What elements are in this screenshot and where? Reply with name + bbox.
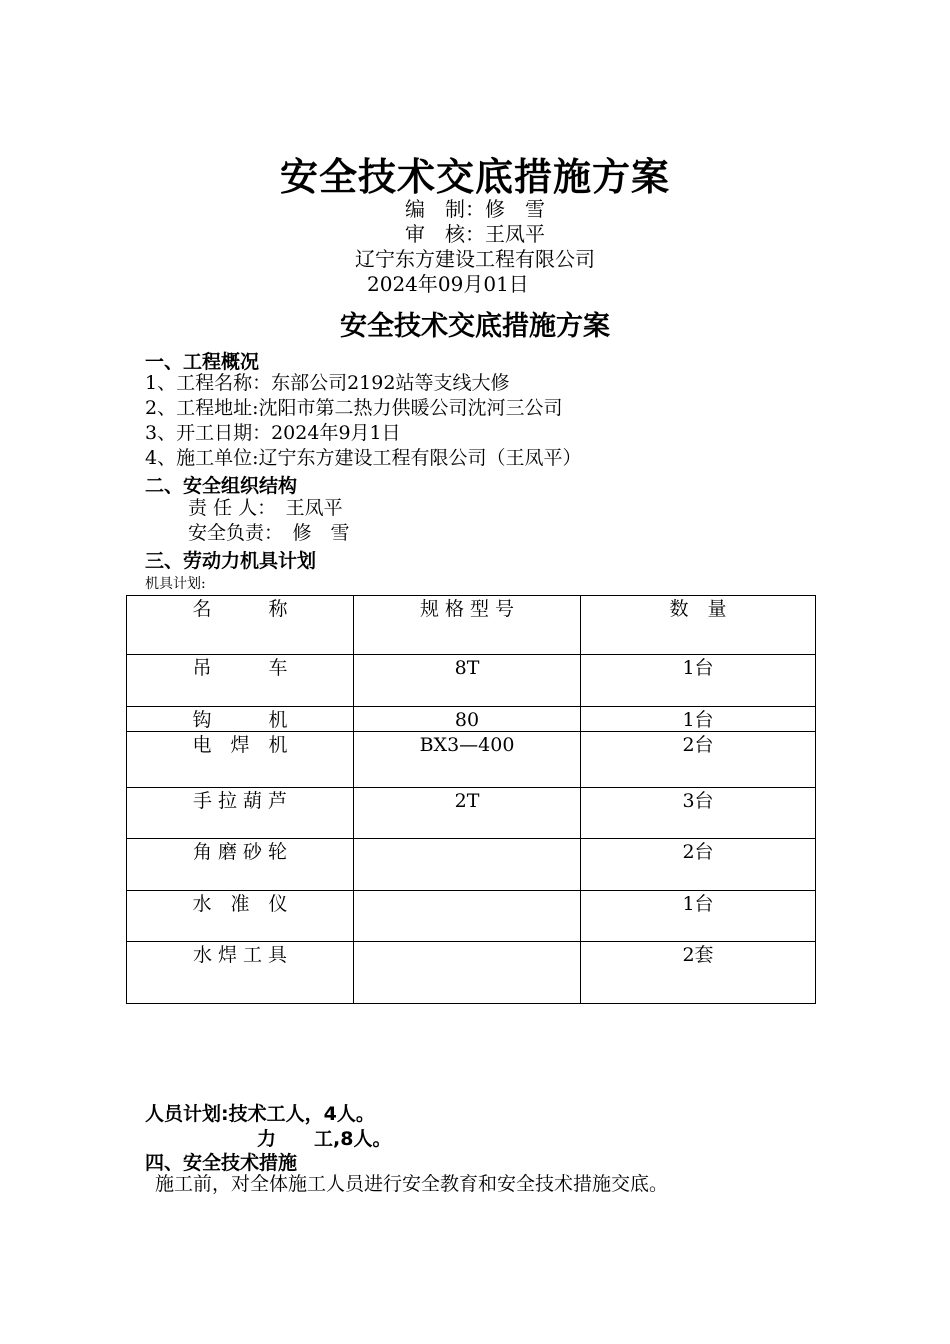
equipment-caption: 机具计划: [145,576,206,592]
reviewer-line: 审 核：王凤平 [405,222,545,246]
section-heading-organization: 二、安全组织结构 [145,475,298,497]
section-heading-labor: 三、劳动力机具计划 [145,550,317,572]
cell-quantity: 2套 [581,942,816,1004]
cell-quantity: 2台 [581,732,816,788]
cell-spec: 2T [354,788,581,839]
cell-name: 钩 机 [127,707,354,732]
cell-name: 水 准 仪 [127,891,354,942]
table-row [127,707,816,732]
section-heading-measures: 四、安全技术措施 [145,1152,298,1174]
cell-spec: BX3—400 [354,732,581,788]
document-subtitle: 安全技术交底措施方案 [340,311,610,342]
equipment-table [126,595,816,1004]
cell-spec: 80 [354,707,581,732]
table-header-row [127,596,816,655]
personnel-plan-line: 人员计划:技术工人，4人。 [145,1103,375,1125]
cell-quantity: 1台 [581,891,816,942]
cell-spec [354,839,581,891]
overview-item: 3、开工日期：2024年9月1日 [145,422,401,444]
cell-name: 手 拉 葫 芦 [127,788,354,839]
overview-item: 4、施工单位:辽宁东方建设工程有限公司（王凤平） [145,447,582,469]
table-row [127,839,816,891]
cell-quantity: 1台 [581,655,816,707]
document-title: 安全技术交底措施方案 [279,155,670,199]
measures-text: 施工前，对全体施工人员进行安全教育和安全技术措施交底。 [155,1173,669,1195]
cell-quantity: 2台 [581,839,816,891]
table-row [127,732,816,788]
cell-name: 吊 车 [127,655,354,707]
cell-quantity: 3台 [581,788,816,839]
table-row [127,891,816,942]
overview-item: 2、工程地址:沈阳市第二热力供暖公司沈河三公司 [145,397,563,419]
personnel-plan-line: 力 工,8人。 [257,1128,392,1150]
overview-item: 1、工程名称：东部公司2192站等支线大修 [145,372,510,394]
cell-spec: 8T [354,655,581,707]
cell-quantity: 1台 [581,707,816,732]
table-row [127,655,816,707]
cell-name: 角 磨 砂 轮 [127,839,354,891]
section-heading-overview: 一、工程概况 [145,351,260,373]
table-row [127,942,816,1004]
cell-name: 电 焊 机 [127,732,354,788]
header-cell-name: 名 称 [127,596,354,655]
safety-lead: 安全负责： 修 雪 [188,522,350,544]
cell-name: 水 焊 工 具 [127,942,354,1004]
compiler-line: 编 制：修 雪 [405,197,545,221]
table-row [127,788,816,839]
header-cell-quantity: 数 量 [581,596,816,655]
company-name: 辽宁东方建设工程有限公司 [355,247,595,271]
cell-spec [354,942,581,1004]
responsible-person: 责 任 人： 王凤平 [188,497,343,519]
header-cell-spec: 规 格 型 号 [354,596,581,655]
document-date: 2024年09月01日 [367,272,529,296]
cell-spec [354,891,581,942]
